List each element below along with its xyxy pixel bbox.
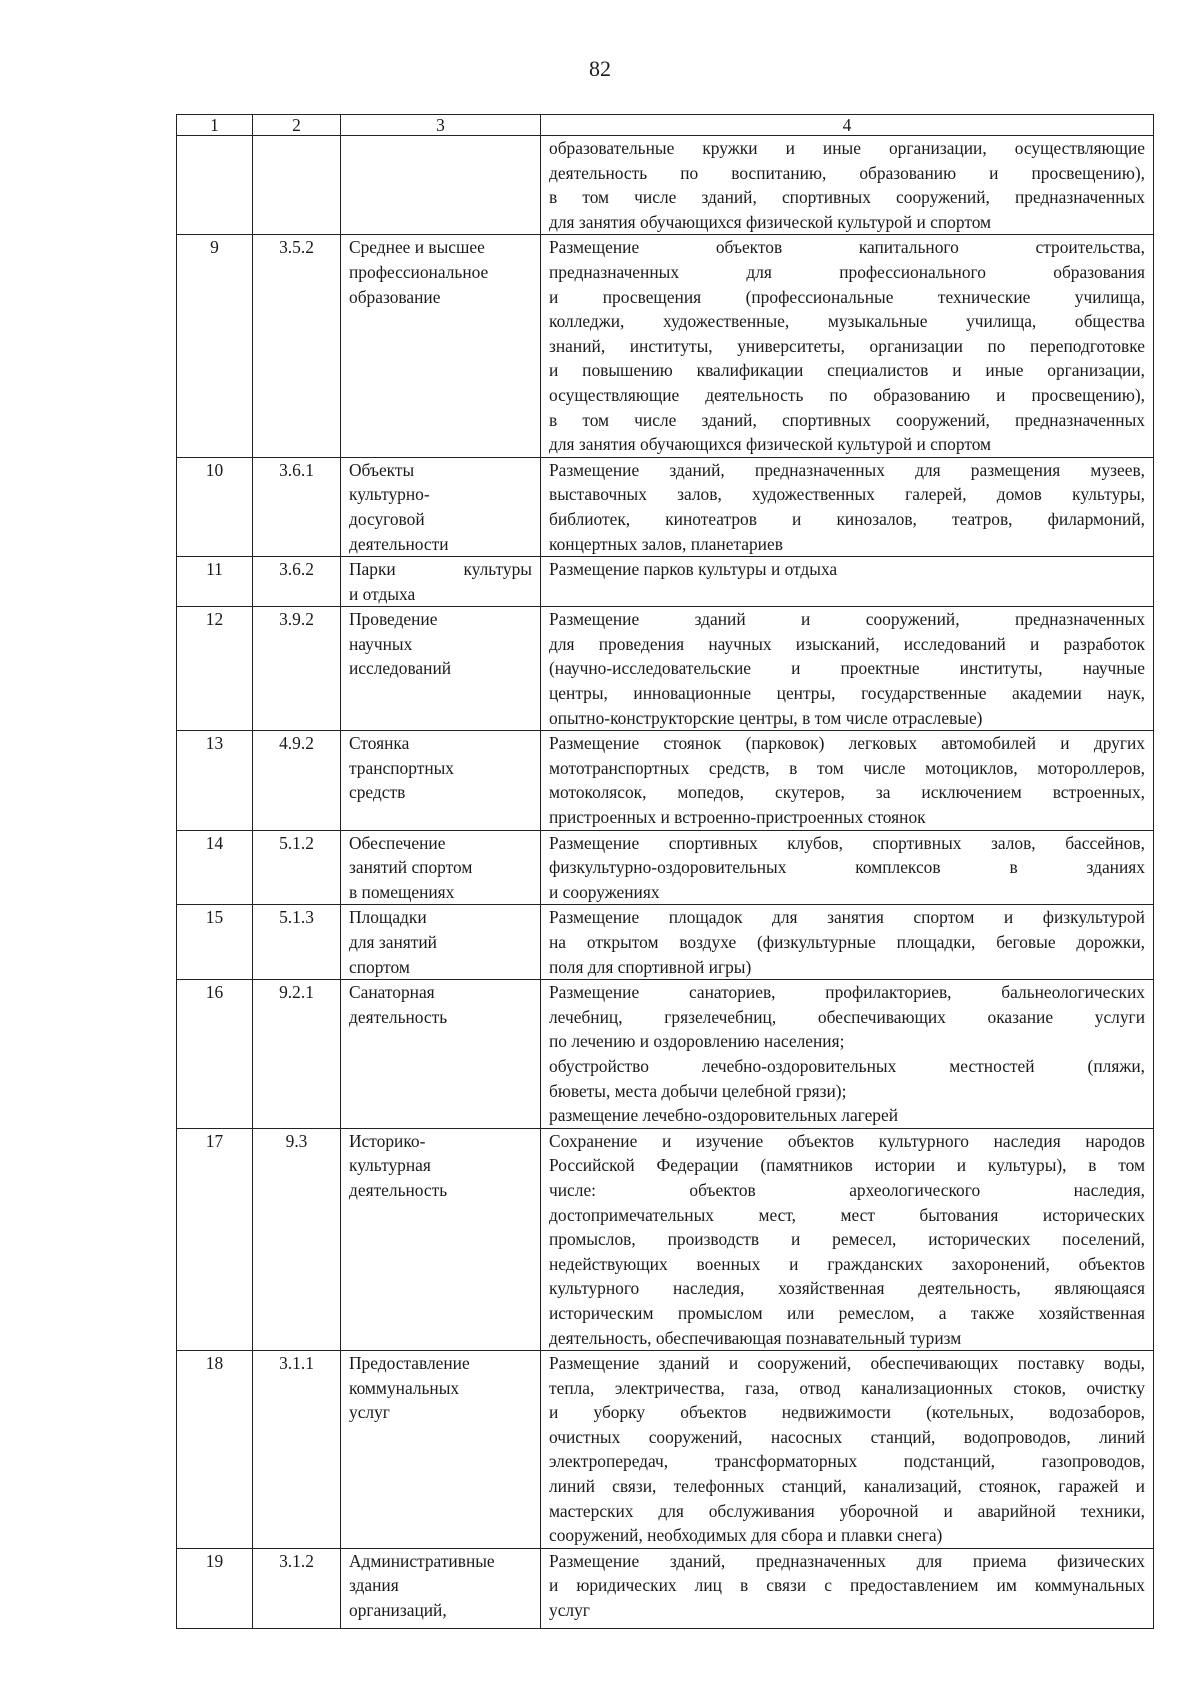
use-description xyxy=(541,980,1154,1129)
use-description-line: и уборку объектов недвижимости (котельных, водозаборов, xyxy=(549,1402,1145,1423)
use-description-line: электропередач, трансформаторных подстанций, газопроводов, xyxy=(549,1451,1145,1472)
use-code: 3.5.2 xyxy=(253,235,341,457)
table-header-row xyxy=(177,115,1154,136)
use-description-line: Размещение зданий, предназначенных для приема физических xyxy=(549,1550,1145,1571)
use-name-line: досуговой xyxy=(349,508,425,529)
use-code: 3.6.1 xyxy=(253,457,341,556)
use-name xyxy=(341,557,541,607)
use-code xyxy=(253,136,341,235)
use-name-line: Площадки xyxy=(349,907,427,928)
row-number: 19 xyxy=(177,1548,253,1628)
use-description-line: деятельность по воспитанию, образованию и просвещению), xyxy=(549,162,1145,183)
table-row xyxy=(177,1548,1154,1628)
row-number: 14 xyxy=(177,830,253,905)
use-code: 5.1.2 xyxy=(253,830,341,905)
use-name xyxy=(341,980,541,1129)
use-description-line: Размещение объектов капитального строительства, xyxy=(549,237,1145,258)
use-description-line: и юридических лиц в связи с предоставлением им коммунальных xyxy=(549,1575,1145,1596)
row-number: 13 xyxy=(177,731,253,830)
use-description-line: историческим промыслом или ремеслом, а также хозяйственная xyxy=(549,1302,1145,1323)
use-description-line: размещение лечебно-оздоровительных лагерей xyxy=(549,1105,899,1126)
row-number: 11 xyxy=(177,557,253,607)
land-use-table xyxy=(176,114,1154,1629)
use-name-line: Историко- xyxy=(349,1130,426,1151)
table-body xyxy=(177,136,1154,1629)
use-description-line: поля для спортивной игры) xyxy=(549,956,752,977)
use-description-line: услуг xyxy=(549,1600,590,1621)
use-description-line: опытно-конструкторские центры, в том числе отраслевые) xyxy=(549,707,983,728)
use-name-line: и отдыха xyxy=(349,583,416,604)
use-description xyxy=(541,1548,1154,1628)
table-row xyxy=(177,136,1154,235)
use-description-line: обустройство лечебно-оздоровительных местностей (пляжи, xyxy=(549,1055,1145,1076)
use-description xyxy=(541,235,1154,457)
use-name-line: в помещениях xyxy=(349,881,455,902)
use-name-line: услуг xyxy=(349,1402,390,1423)
use-description-line: (научно-исследовательские и проектные институты, научные xyxy=(549,658,1145,679)
use-description-line: мототранспортных средств, в том числе мотоциклов, мотороллеров, xyxy=(549,757,1145,778)
use-name-line: Обеспечение xyxy=(349,832,446,853)
use-name-line: Административные xyxy=(349,1550,495,1571)
use-description-line: и повышению квалификации специалистов и иные организации, xyxy=(549,360,1145,381)
use-description xyxy=(541,905,1154,980)
use-name xyxy=(341,830,541,905)
row-number: 17 xyxy=(177,1128,253,1350)
use-description-line: Размещение площадок для занятия спортом и физкультурой xyxy=(549,907,1145,928)
use-description-line: Размещение зданий и сооружений, обеспечивающих поставку воды, xyxy=(549,1353,1145,1374)
use-name xyxy=(341,136,541,235)
use-name-line: культурная xyxy=(349,1155,431,1176)
use-description xyxy=(541,557,1154,607)
page-number: 82 xyxy=(589,56,611,81)
use-name xyxy=(341,457,541,556)
use-description-line: физкультурно-оздоровительных комплексов в зданиях xyxy=(549,857,1145,878)
table-row xyxy=(177,457,1154,556)
table-row xyxy=(177,235,1154,457)
use-description-line: колледжи, художественные, музыкальные училища, общества xyxy=(549,311,1145,332)
use-description-line: образовательные кружки и иные организации, осуществляющие xyxy=(549,138,1145,158)
use-description-line: Размещение зданий, предназначенных для размещения музеев, xyxy=(549,459,1145,480)
table-row xyxy=(177,905,1154,980)
use-description-line: в том числе зданий, спортивных сооружений, предназначенных xyxy=(549,409,1145,430)
use-description-line: достопримечательных мест, мест бытования исторических xyxy=(549,1204,1145,1225)
use-name-line: исследований xyxy=(349,658,452,679)
use-description-line: для проведения научных изысканий, исследований и разработок xyxy=(549,633,1145,654)
use-name-line: для занятий xyxy=(349,932,437,952)
use-description xyxy=(541,830,1154,905)
use-name-line: научных xyxy=(349,633,413,654)
use-name-line: занятий спортом xyxy=(349,857,473,878)
use-description-line: деятельность, обеспечивающая познавательный туризм xyxy=(549,1327,962,1348)
use-description-line: библиотек, кинотеатров и кинозалов, театров, филармоний, xyxy=(549,508,1145,529)
use-description-line: и просвещения (профессиональные технические училища, xyxy=(549,286,1145,307)
use-name-line: Предоставление xyxy=(349,1353,470,1374)
row-number: 10 xyxy=(177,457,253,556)
table-row xyxy=(177,731,1154,830)
use-description xyxy=(541,607,1154,731)
table-row xyxy=(177,980,1154,1129)
use-description-line: Сохранение и изучение объектов культурного наследия народов xyxy=(549,1130,1145,1151)
use-description-line: бюветы, места добычи целебной грязи); xyxy=(549,1080,847,1101)
use-description-line: мастерских для обслуживания уборочной и аварийной техники, xyxy=(549,1500,1145,1521)
use-description-line: сооружений, необходимых для сбора и плавки снега) xyxy=(549,1525,943,1546)
use-description-line: мотоколясок, мопедов, скутеров, за исключением встроенных, xyxy=(549,782,1145,803)
row-number: 9 xyxy=(177,235,253,457)
table-row xyxy=(177,1351,1154,1549)
row-number xyxy=(177,136,253,235)
use-description-line: Размещение парков культуры и отдыха xyxy=(549,559,838,580)
row-number: 16 xyxy=(177,980,253,1129)
use-code: 3.9.2 xyxy=(253,607,341,731)
use-name-line: коммунальных xyxy=(349,1377,460,1398)
use-name-line: Среднее и высшее xyxy=(349,237,485,258)
use-description-line: осуществляющие деятельность по образованию и просвещению), xyxy=(549,384,1145,405)
header-col-4: 4 xyxy=(541,115,1154,136)
use-description xyxy=(541,731,1154,830)
use-name-line: профессиональное xyxy=(349,261,489,282)
use-description-line: предназначенных для профессионального образования xyxy=(549,261,1145,282)
use-description-line: числе: объектов археологического наследия, xyxy=(549,1179,1145,1200)
use-name xyxy=(341,1351,541,1549)
row-number: 15 xyxy=(177,905,253,980)
use-description-line: тепла, электричества, газа, отвод канализационных стоков, очистку xyxy=(549,1377,1145,1398)
use-code: 9.3 xyxy=(253,1128,341,1350)
header-col-2: 2 xyxy=(253,115,341,136)
use-description-line: Размещение стоянок (парковок) легковых автомобилей и других xyxy=(549,733,1145,754)
use-name xyxy=(341,731,541,830)
use-description-line: Размещение зданий и сооружений, предназначенных xyxy=(549,609,1145,630)
use-description-line: промыслов, производств и ремесел, исторических поселений, xyxy=(549,1229,1145,1250)
use-description-line: Размещение санаториев, профилакториев, бальнеологических xyxy=(549,982,1145,1003)
table-row xyxy=(177,607,1154,731)
use-name xyxy=(341,235,541,457)
use-description-line: концертных залов, планетариев xyxy=(549,533,783,554)
use-name-line: здания xyxy=(349,1575,399,1596)
header-col-3: 3 xyxy=(341,115,541,136)
use-code: 3.1.1 xyxy=(253,1351,341,1549)
use-description-line: для занятия обучающихся физической культурой и спортом xyxy=(549,211,992,232)
use-description-line: лечебниц, грязелечебниц, обеспечивающих оказание услуги xyxy=(549,1006,1145,1027)
use-name-line: Стоянка xyxy=(349,733,410,754)
use-name xyxy=(341,607,541,731)
use-description-line: выставочных залов, художественных галерей, домов культуры, xyxy=(549,484,1145,505)
use-description-line: недействующих военных и гражданских захоронений, объектов xyxy=(549,1253,1145,1274)
use-description-line: на открытом воздухе (физкультурные площадки, беговые дорожки, xyxy=(549,932,1145,952)
use-name-line: деятельность xyxy=(349,1179,448,1200)
use-name-line: образование xyxy=(349,286,441,307)
use-description-line: пристроенных и встроенно-пристроенных стоянок xyxy=(549,807,926,828)
use-description-line: линий связи, телефонных станций, канализаций, стоянок, гаражей и xyxy=(549,1476,1145,1497)
row-number: 18 xyxy=(177,1351,253,1549)
use-name-line: Санаторная xyxy=(349,982,435,1003)
use-description xyxy=(541,136,1154,235)
use-description-line: центры, инновационные центры, государственные академии наук, xyxy=(549,683,1145,704)
use-name xyxy=(341,905,541,980)
table-row xyxy=(177,1128,1154,1350)
use-description-line: очистных сооружений, насосных станций, водопроводов, линий xyxy=(549,1426,1145,1447)
row-number: 12 xyxy=(177,607,253,731)
use-description xyxy=(541,1128,1154,1350)
use-description-line: в том числе зданий, спортивных сооружений, предназначенных xyxy=(549,187,1145,208)
use-code: 3.1.2 xyxy=(253,1548,341,1628)
use-description-line: культурного наследия, хозяйственная деятельность, являющаяся xyxy=(549,1278,1145,1299)
use-description-line: Размещение спортивных клубов, спортивных залов, бассейнов, xyxy=(549,832,1145,853)
use-code: 4.9.2 xyxy=(253,731,341,830)
use-name-line: Парки культуры xyxy=(349,559,532,580)
use-description-line: для занятия обучающихся физической культурой и спортом xyxy=(549,434,992,455)
use-name-line: организаций, xyxy=(349,1600,447,1621)
use-description-line: знаний, институты, университеты, организации по переподготовке xyxy=(549,335,1145,356)
table-row xyxy=(177,830,1154,905)
use-name xyxy=(341,1128,541,1350)
use-name xyxy=(341,1548,541,1628)
use-description-line: и сооружениях xyxy=(549,881,660,902)
use-name-line: Проведение xyxy=(349,609,438,630)
header-col-1: 1 xyxy=(177,115,253,136)
table-row xyxy=(177,557,1154,607)
use-name-line: транспортных xyxy=(349,757,455,778)
use-code: 5.1.3 xyxy=(253,905,341,980)
use-name-line: средств xyxy=(349,782,406,803)
use-name-line: спортом xyxy=(349,956,410,977)
use-code: 9.2.1 xyxy=(253,980,341,1129)
use-name-line: деятельности xyxy=(349,533,449,554)
use-code: 3.6.2 xyxy=(253,557,341,607)
use-name-line: Объекты xyxy=(349,459,415,480)
use-description-line: по лечению и оздоровлению населения; xyxy=(549,1031,845,1052)
use-description-line: Российской Федерации (памятников истории и культуры), в том xyxy=(549,1155,1145,1176)
use-name-line: культурно- xyxy=(349,484,430,505)
use-description xyxy=(541,1351,1154,1549)
use-description xyxy=(541,457,1154,556)
use-name-line: деятельность xyxy=(349,1006,448,1027)
